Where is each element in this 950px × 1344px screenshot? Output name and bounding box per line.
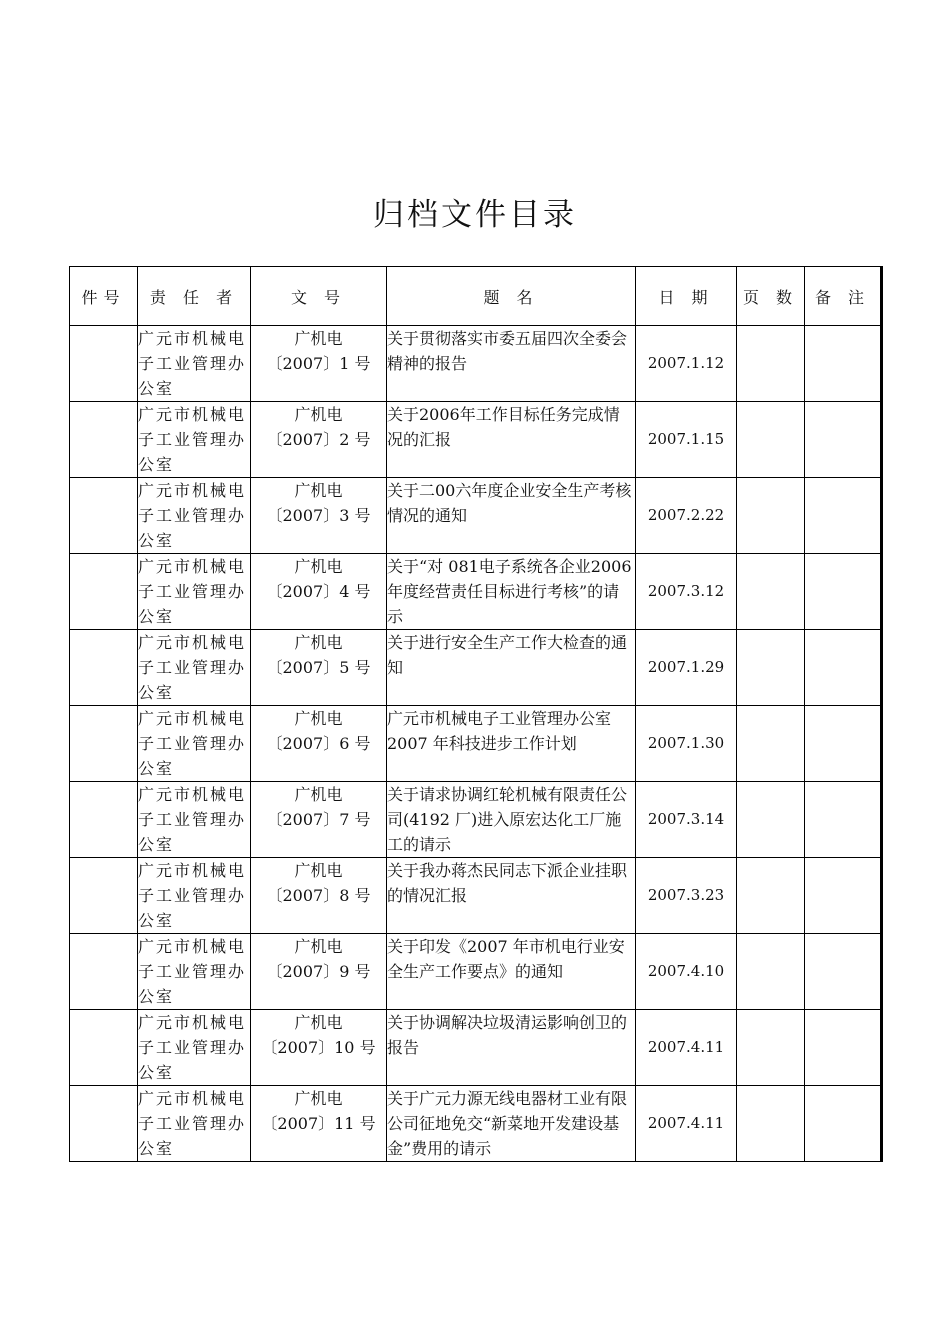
cell-pages (737, 782, 805, 858)
header-remarks: 备 注 (805, 267, 882, 326)
cell-item-no (70, 706, 138, 782)
cell-date: 2007.3.14 (636, 782, 737, 858)
table-row (70, 1086, 882, 1162)
cell-responsible: 广元市机械电子工业管理办公室 (138, 1010, 251, 1086)
cell-remarks (805, 934, 882, 1010)
table-header-row (70, 267, 882, 326)
cell-subject: 关于请求协调红轮机械有限责任公司(4192 厂)进入原宏达化工厂施工的请示 (387, 782, 636, 858)
cell-date: 2007.1.12 (636, 326, 737, 402)
doc-number-serial: 〔2007〕8 号 (266, 886, 371, 905)
cell-doc-number (251, 402, 387, 478)
cell-item-no (70, 934, 138, 1010)
doc-number-prefix: 广机电 (294, 557, 343, 576)
doc-number-prefix: 广机电 (294, 709, 343, 728)
archive-catalog-table (69, 266, 883, 1162)
cell-subject: 广元市机械电子工业管理办公室 2007 年科技进步工作计划 (387, 706, 636, 782)
table-row (70, 706, 882, 782)
table-row (70, 630, 882, 706)
header-item-no: 件号 (70, 267, 138, 326)
cell-date: 2007.4.10 (636, 934, 737, 1010)
doc-number-serial: 〔2007〕1 号 (266, 354, 371, 373)
cell-doc-number (251, 478, 387, 554)
cell-doc-number (251, 1010, 387, 1086)
doc-number-prefix: 广机电 (294, 481, 343, 500)
header-date: 日 期 (636, 267, 737, 326)
cell-remarks (805, 1086, 882, 1162)
doc-number-prefix: 广机电 (294, 937, 343, 956)
table-body (70, 326, 882, 1162)
cell-subject: 关于2006年工作目标任务完成情况的汇报 (387, 402, 636, 478)
cell-date: 2007.1.29 (636, 630, 737, 706)
table-row (70, 326, 882, 402)
doc-number-serial: 〔2007〕3 号 (266, 506, 371, 525)
cell-date: 2007.4.11 (636, 1086, 737, 1162)
cell-date: 2007.1.15 (636, 402, 737, 478)
cell-responsible: 广元市机械电子工业管理办公室 (138, 478, 251, 554)
cell-date: 2007.4.11 (636, 1010, 737, 1086)
cell-item-no (70, 1086, 138, 1162)
cell-subject: 关于协调解决垃圾清运影响创卫的报告 (387, 1010, 636, 1086)
cell-item-no (70, 1010, 138, 1086)
cell-item-no (70, 402, 138, 478)
doc-number-serial: 〔2007〕11 号 (261, 1114, 376, 1133)
cell-pages (737, 630, 805, 706)
doc-number-prefix: 广机电 (294, 329, 343, 348)
doc-number-serial: 〔2007〕7 号 (266, 810, 371, 829)
cell-item-no (70, 858, 138, 934)
cell-responsible: 广元市机械电子工业管理办公室 (138, 630, 251, 706)
cell-remarks (805, 326, 882, 402)
doc-number-prefix: 广机电 (294, 1013, 343, 1032)
cell-responsible: 广元市机械电子工业管理办公室 (138, 1086, 251, 1162)
cell-subject: 关于我办蒋杰民同志下派企业挂职的情况汇报 (387, 858, 636, 934)
cell-date: 2007.2.22 (636, 478, 737, 554)
table-row (70, 554, 882, 630)
doc-number-serial: 〔2007〕10 号 (261, 1038, 376, 1057)
cell-subject: 关于进行安全生产工作大检查的通知 (387, 630, 636, 706)
cell-date: 2007.1.30 (636, 706, 737, 782)
cell-subject: 关于贯彻落实市委五届四次全委会精神的报告 (387, 326, 636, 402)
cell-pages (737, 478, 805, 554)
cell-responsible: 广元市机械电子工业管理办公室 (138, 554, 251, 630)
cell-pages (737, 554, 805, 630)
cell-subject: 关于“对 081电子系统各企业2006 年度经营责任目标进行考核”的请示 (387, 554, 636, 630)
cell-item-no (70, 478, 138, 554)
cell-pages (737, 858, 805, 934)
cell-responsible: 广元市机械电子工业管理办公室 (138, 402, 251, 478)
page-title: 归档文件目录 (373, 196, 577, 233)
cell-remarks (805, 554, 882, 630)
cell-responsible: 广元市机械电子工业管理办公室 (138, 706, 251, 782)
header-responsible: 责 任 者 (138, 267, 251, 326)
cell-pages (737, 1086, 805, 1162)
cell-responsible: 广元市机械电子工业管理办公室 (138, 858, 251, 934)
cell-responsible: 广元市机械电子工业管理办公室 (138, 934, 251, 1010)
cell-subject: 关于广元力源无线电器材工业有限公司征地免交“新菜地开发建设基金”费用的请示 (387, 1086, 636, 1162)
cell-item-no (70, 782, 138, 858)
cell-item-no (70, 554, 138, 630)
doc-number-serial: 〔2007〕4 号 (266, 582, 371, 601)
cell-remarks (805, 858, 882, 934)
cell-doc-number (251, 782, 387, 858)
doc-number-serial: 〔2007〕5 号 (266, 658, 371, 677)
cell-remarks (805, 402, 882, 478)
cell-responsible: 广元市机械电子工业管理办公室 (138, 326, 251, 402)
cell-pages (737, 402, 805, 478)
cell-doc-number (251, 706, 387, 782)
table-row (70, 858, 882, 934)
doc-number-serial: 〔2007〕2 号 (266, 430, 371, 449)
header-doc-number: 文 号 (251, 267, 387, 326)
cell-doc-number (251, 630, 387, 706)
header-subject: 题 名 (387, 267, 636, 326)
cell-remarks (805, 782, 882, 858)
cell-responsible: 广元市机械电子工业管理办公室 (138, 782, 251, 858)
cell-doc-number (251, 934, 387, 1010)
cell-remarks (805, 630, 882, 706)
cell-doc-number (251, 858, 387, 934)
cell-remarks (805, 706, 882, 782)
doc-number-prefix: 广机电 (294, 785, 343, 804)
cell-pages (737, 934, 805, 1010)
table-row (70, 478, 882, 554)
cell-subject: 关于印发《2007 年市机电行业安全生产工作要点》的通知 (387, 934, 636, 1010)
cell-date: 2007.3.23 (636, 858, 737, 934)
cell-subject: 关于二00六年度企业安全生产考核情况的通知 (387, 478, 636, 554)
doc-number-serial: 〔2007〕9 号 (266, 962, 371, 981)
cell-doc-number (251, 1086, 387, 1162)
doc-number-prefix: 广机电 (294, 633, 343, 652)
table-row (70, 782, 882, 858)
cell-doc-number (251, 326, 387, 402)
table-row (70, 402, 882, 478)
doc-number-serial: 〔2007〕6 号 (266, 734, 371, 753)
cell-item-no (70, 630, 138, 706)
doc-number-prefix: 广机电 (294, 1089, 343, 1108)
cell-doc-number (251, 554, 387, 630)
cell-remarks (805, 1010, 882, 1086)
cell-remarks (805, 478, 882, 554)
doc-number-prefix: 广机电 (294, 405, 343, 424)
header-pages: 页 数 (737, 267, 805, 326)
cell-date: 2007.3.12 (636, 554, 737, 630)
table-row (70, 934, 882, 1010)
table-row (70, 1010, 882, 1086)
cell-pages (737, 326, 805, 402)
cell-item-no (70, 326, 138, 402)
doc-number-prefix: 广机电 (294, 861, 343, 880)
cell-pages (737, 1010, 805, 1086)
cell-pages (737, 706, 805, 782)
